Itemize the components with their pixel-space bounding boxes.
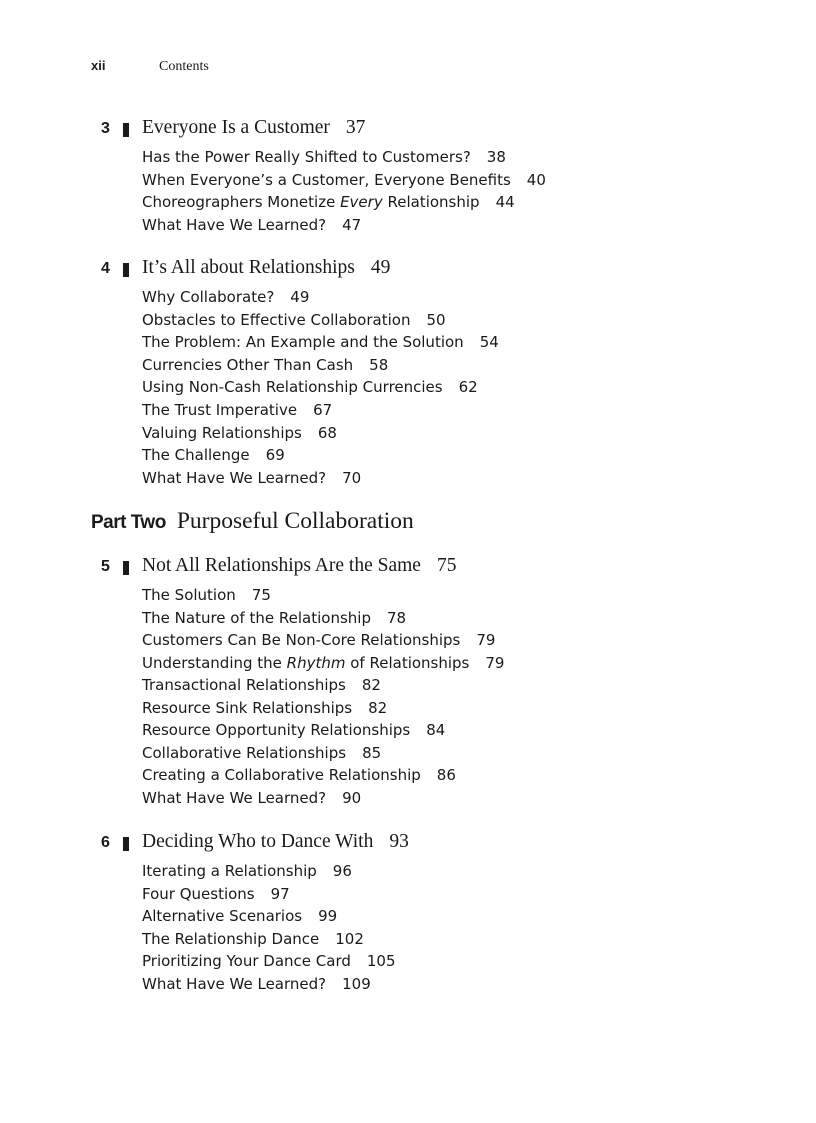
toc-entry[interactable] [142, 609, 406, 627]
toc-entry[interactable] [142, 446, 285, 464]
entry-page-number: 62 [458, 378, 478, 396]
chapter-heading[interactable] [0, 257, 816, 287]
chapter-number: 5 [101, 558, 110, 575]
entry-page-number: 67 [313, 401, 333, 419]
entry-title-part: Relationship [382, 193, 480, 211]
toc-entry[interactable] [142, 469, 361, 487]
toc-entry[interactable] [142, 952, 396, 970]
entry-page-number: 69 [265, 446, 285, 464]
entry-title: The Problem: An Example and the Solution [142, 333, 464, 351]
entry-page-number: 58 [369, 356, 389, 374]
chapter-heading[interactable] [0, 117, 816, 147]
entry-title: Resource Opportunity Relationships [142, 721, 411, 739]
toc-entry[interactable] [142, 721, 445, 739]
chapter-6 [0, 831, 816, 993]
chapter-title-text: Not All Relationships Are the Same [142, 555, 421, 576]
entry-page-number: 99 [318, 907, 338, 925]
entry-title: Collaborative Relationships [142, 744, 347, 762]
chapter-number: 3 [101, 120, 110, 137]
chapter-marker-bar [123, 837, 129, 851]
entry-title: When Everyone’s a Customer, Everyone Benefits [142, 171, 511, 189]
entry-title: Iterating a Relationship [142, 862, 317, 880]
running-head [91, 58, 209, 75]
entry-title-part: Choreographers Monetize [142, 193, 341, 211]
entry-page-number: 96 [332, 862, 352, 880]
toc-entry[interactable] [142, 148, 506, 166]
toc-entry[interactable] [142, 885, 290, 903]
toc-entry[interactable] [142, 424, 337, 442]
chapter-heading[interactable] [0, 831, 816, 861]
entry-page-number: 54 [479, 333, 499, 351]
entry-title: Using Non-Cash Relationship Currencies [142, 378, 443, 396]
chapter-number: 4 [101, 260, 110, 277]
toc-entry[interactable] [142, 586, 271, 604]
entry-page-number: 105 [366, 952, 396, 970]
part-label: Part Two [91, 512, 166, 533]
entry-title-italic: Rhythm [286, 654, 346, 672]
entry-title: What Have We Learned? [142, 469, 327, 487]
toc-entry[interactable] [142, 766, 456, 784]
toc-entry[interactable] [142, 216, 361, 234]
entry-title: Prioritizing Your Dance Card [142, 952, 351, 970]
entry-title: What Have We Learned? [142, 789, 327, 807]
entry-title: Resource Sink Relationships [142, 699, 353, 717]
toc-entry[interactable] [142, 907, 337, 925]
entry-title-part: of Relationships [345, 654, 470, 672]
chapter-title-text: It’s All about Relationships [142, 257, 355, 278]
part-title: Purposeful Collaboration [176, 508, 414, 534]
entry-title: The Nature of the Relationship [142, 609, 371, 627]
toc-entry[interactable] [142, 975, 371, 993]
entry-page-number: 84 [426, 721, 446, 739]
entry-title: The Relationship Dance [142, 930, 320, 948]
chapter-marker-bar [123, 123, 129, 137]
chapter-title-text: Everyone Is a Customer [142, 117, 330, 138]
entry-page-number: 79 [485, 654, 505, 672]
entry-page-number: 78 [387, 609, 407, 627]
entry-title: Customers Can Be Non-Core Relationships [142, 631, 461, 649]
entry-title: Creating a Collaborative Relationship [142, 766, 421, 784]
entry-title: Obstacles to Effective Collaboration [142, 311, 411, 329]
running-title: Contents [159, 59, 209, 74]
entry-title: Currencies Other Than Cash [142, 356, 354, 374]
toc-entry[interactable] [142, 288, 309, 306]
toc-entry[interactable] [142, 311, 446, 329]
toc-entry[interactable] [142, 193, 515, 211]
chapter-page-number: 37 [345, 117, 366, 138]
entry-title: Four Questions [142, 885, 255, 903]
toc-entry[interactable] [142, 930, 364, 948]
entry-page-number: 40 [526, 171, 546, 189]
toc-entry[interactable] [142, 699, 387, 717]
chapter-title [142, 831, 409, 853]
entry-page-number: 50 [426, 311, 446, 329]
toc-entry[interactable] [142, 676, 381, 694]
chapter-marker-bar [123, 561, 129, 575]
entry-title: The Trust Imperative [142, 401, 298, 419]
part-heading[interactable] [91, 508, 414, 535]
chapter-title [142, 117, 365, 139]
chapter-number: 6 [101, 834, 110, 851]
entry-page-number: 82 [368, 699, 388, 717]
entry-page-number: 38 [486, 148, 506, 166]
chapter-page-number: 49 [370, 257, 391, 278]
entry-title: Has the Power Really Shifted to Customers? [142, 148, 471, 166]
entry-title: The Challenge [142, 446, 250, 464]
chapter-marker-bar [123, 263, 129, 277]
entry-page-number: 68 [317, 424, 337, 442]
toc-entry[interactable] [142, 789, 361, 807]
entry-title: Valuing Relationships [142, 424, 302, 442]
toc-entry[interactable] [142, 171, 546, 189]
toc-entry[interactable] [142, 862, 352, 880]
entry-title: Transactional Relationships [142, 676, 346, 694]
chapter-page-number: 93 [389, 831, 409, 852]
chapter-3 [0, 117, 816, 234]
chapter-title [142, 555, 456, 577]
toc-entry[interactable] [142, 631, 495, 649]
toc-entry[interactable] [142, 401, 332, 419]
entry-page-number: 75 [251, 586, 271, 604]
toc-entry[interactable] [142, 654, 504, 672]
chapter-title [142, 257, 390, 279]
entry-page-number: 86 [436, 766, 456, 784]
entry-page-number: 47 [342, 216, 362, 234]
entry-page-number: 49 [290, 288, 310, 306]
toc-entry[interactable] [142, 744, 381, 762]
entry-page-number: 70 [342, 469, 362, 487]
page-folio: xii [91, 58, 106, 73]
entry-page-number: 109 [342, 975, 371, 993]
entry-page-number: 97 [270, 885, 290, 903]
chapter-page-number: 75 [436, 555, 457, 576]
entry-title: The Solution [142, 586, 236, 604]
entry-title: What Have We Learned? [142, 216, 327, 234]
entry-page-number: 85 [362, 744, 382, 762]
entry-page-number: 102 [335, 930, 364, 948]
entry-page-number: 44 [495, 193, 515, 211]
entry-page-number: 79 [476, 631, 496, 649]
toc-entry[interactable] [142, 356, 388, 374]
entry-page-number: 82 [361, 676, 381, 694]
entry-title: What Have We Learned? [142, 975, 327, 993]
toc-entry[interactable] [142, 333, 499, 351]
chapter-4 [0, 257, 816, 487]
chapter-5 [0, 555, 816, 807]
chapter-title-text: Deciding Who to Dance With [142, 831, 374, 852]
entry-title-italic: Every [340, 193, 383, 211]
toc-entry[interactable] [142, 378, 478, 396]
entry-title: Why Collaborate? [142, 288, 275, 306]
entry-title: Alternative Scenarios [142, 907, 303, 925]
entry-page-number: 90 [342, 789, 362, 807]
entry-title-part: Understanding the [142, 654, 287, 672]
chapter-heading[interactable] [0, 555, 816, 585]
